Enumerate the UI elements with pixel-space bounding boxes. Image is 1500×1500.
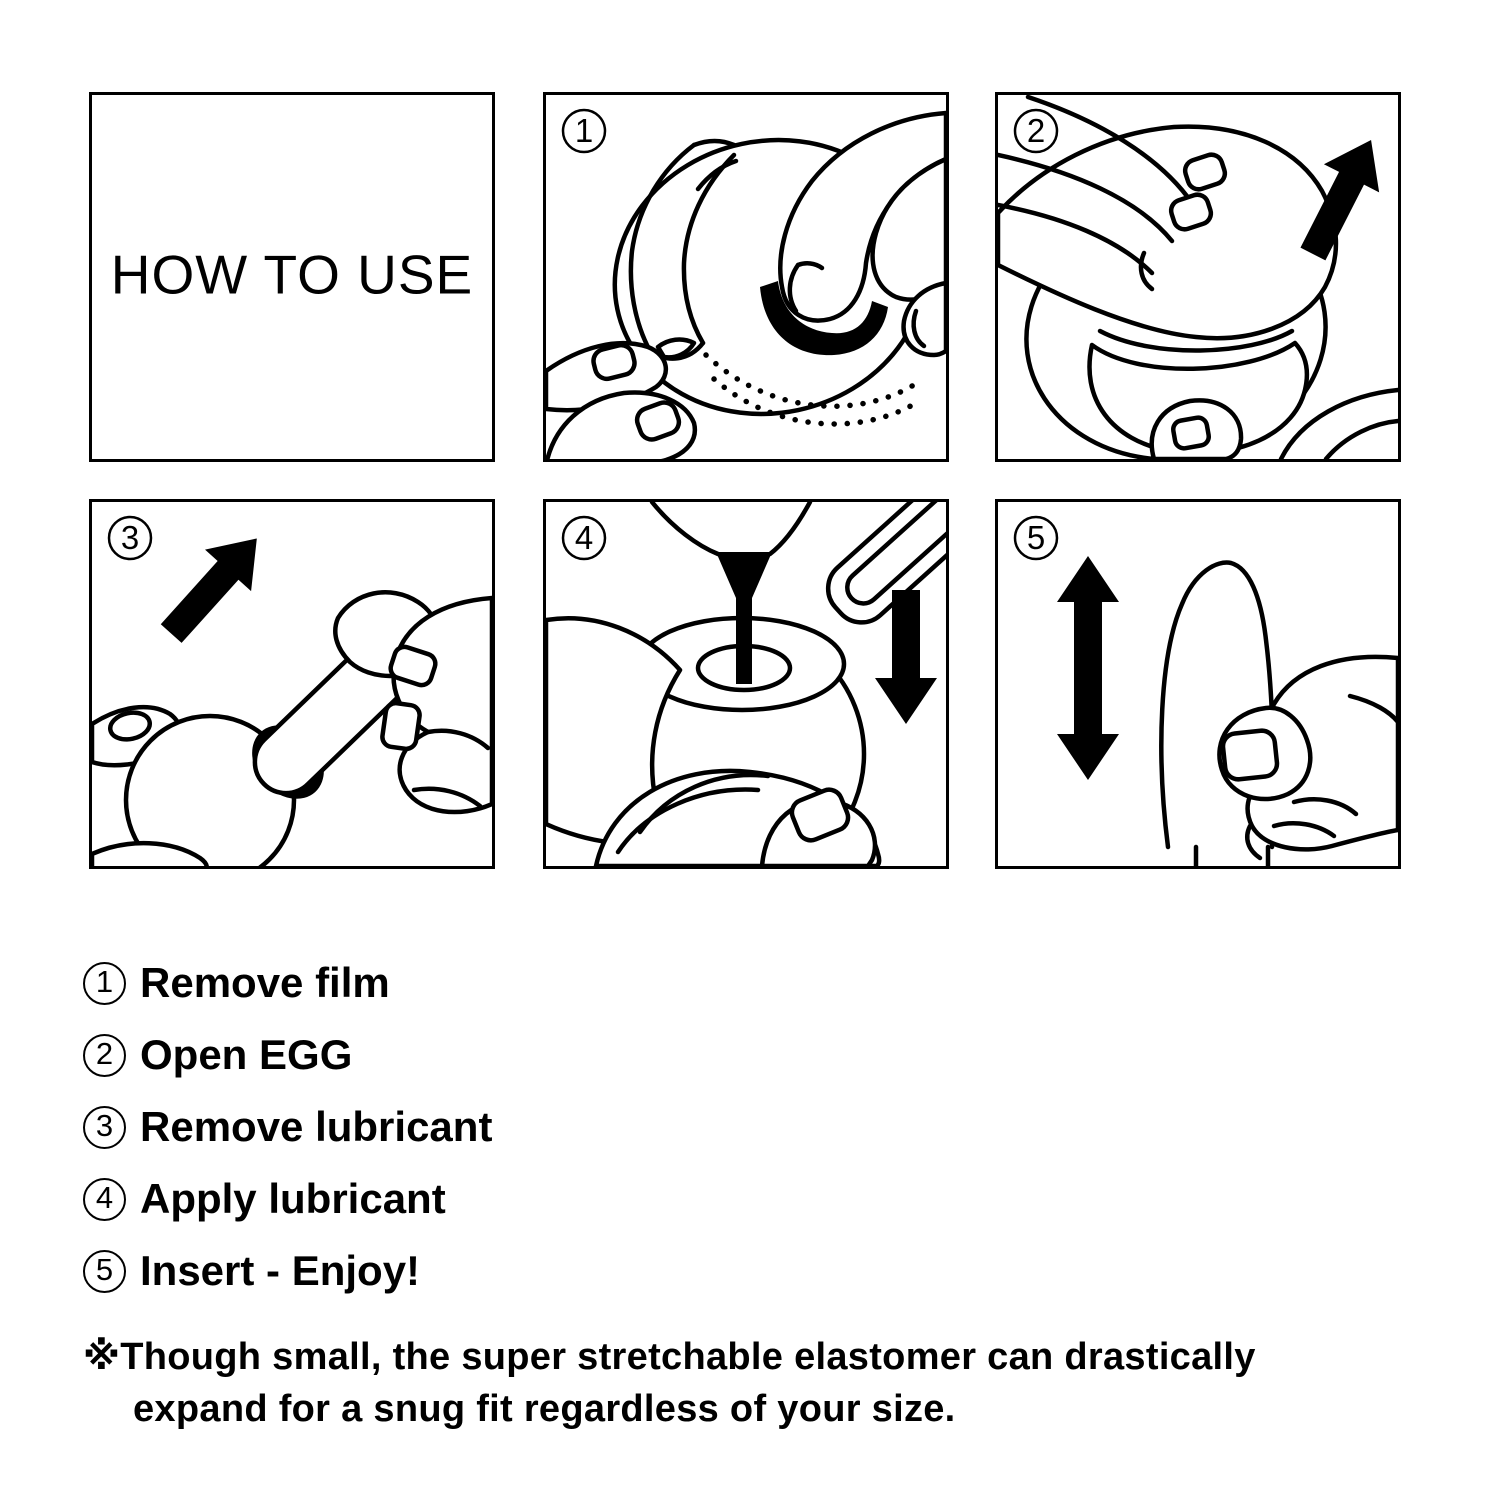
list-item <box>83 1105 492 1149</box>
panel-2-open-egg <box>995 92 1401 462</box>
panel-number-badge <box>563 517 605 559</box>
step-list <box>83 961 492 1321</box>
title-panel <box>89 92 495 462</box>
panel-number-badge <box>1015 110 1057 152</box>
panel-5-insert-enjoy <box>995 499 1401 869</box>
panel-1-remove-film <box>543 92 949 462</box>
remove-film-illustration <box>546 95 946 459</box>
step-label: Remove lubricant <box>140 1103 493 1150</box>
svg-text:2: 2 <box>1026 112 1046 149</box>
step-label: Open EGG <box>140 1031 353 1078</box>
insert-enjoy-illustration <box>998 502 1398 866</box>
svg-text:5: 5 <box>1026 519 1046 556</box>
footnote-text: Though small, the super stretchable elastomer can drastically <box>120 1336 1256 1378</box>
reference-mark: ※ <box>83 1334 121 1378</box>
footnote <box>83 1330 1256 1435</box>
step-number-badge: 2 <box>83 1034 126 1077</box>
list-item <box>83 1177 492 1221</box>
step-number-badge: 3 <box>83 1106 126 1149</box>
list-item <box>83 961 492 1005</box>
svg-text:4: 4 <box>574 519 594 556</box>
panel-number-badge <box>563 110 605 152</box>
step-number-badge: 5 <box>83 1250 126 1293</box>
panel-3-remove-lubricant <box>89 499 495 869</box>
panel-4-apply-lubricant <box>543 499 949 869</box>
apply-lubricant-illustration <box>546 502 946 866</box>
arrow-up-right-icon <box>148 518 280 655</box>
step-label: Insert - Enjoy! <box>140 1247 421 1294</box>
step-number-badge: 1 <box>83 962 126 1005</box>
arrow-up-down-icon <box>1057 556 1119 780</box>
svg-text:3: 3 <box>120 519 140 556</box>
page-title: HOW TO USE <box>110 243 474 306</box>
lower-hand <box>546 340 695 459</box>
footnote-line-1 <box>83 1330 1256 1383</box>
step-label: Remove film <box>140 959 390 1006</box>
panel-number-badge <box>1015 517 1057 559</box>
step-label: Apply lubricant <box>140 1175 446 1222</box>
svg-text:1: 1 <box>574 112 594 149</box>
footnote-line-2: expand for a snug fit regardless of your size. <box>133 1388 956 1430</box>
open-egg-illustration <box>998 95 1398 459</box>
list-item <box>83 1033 492 1077</box>
panel-number-badge <box>109 517 151 559</box>
step-number-badge: 4 <box>83 1178 126 1221</box>
list-item <box>83 1249 492 1293</box>
remove-lubricant-illustration <box>92 502 492 866</box>
